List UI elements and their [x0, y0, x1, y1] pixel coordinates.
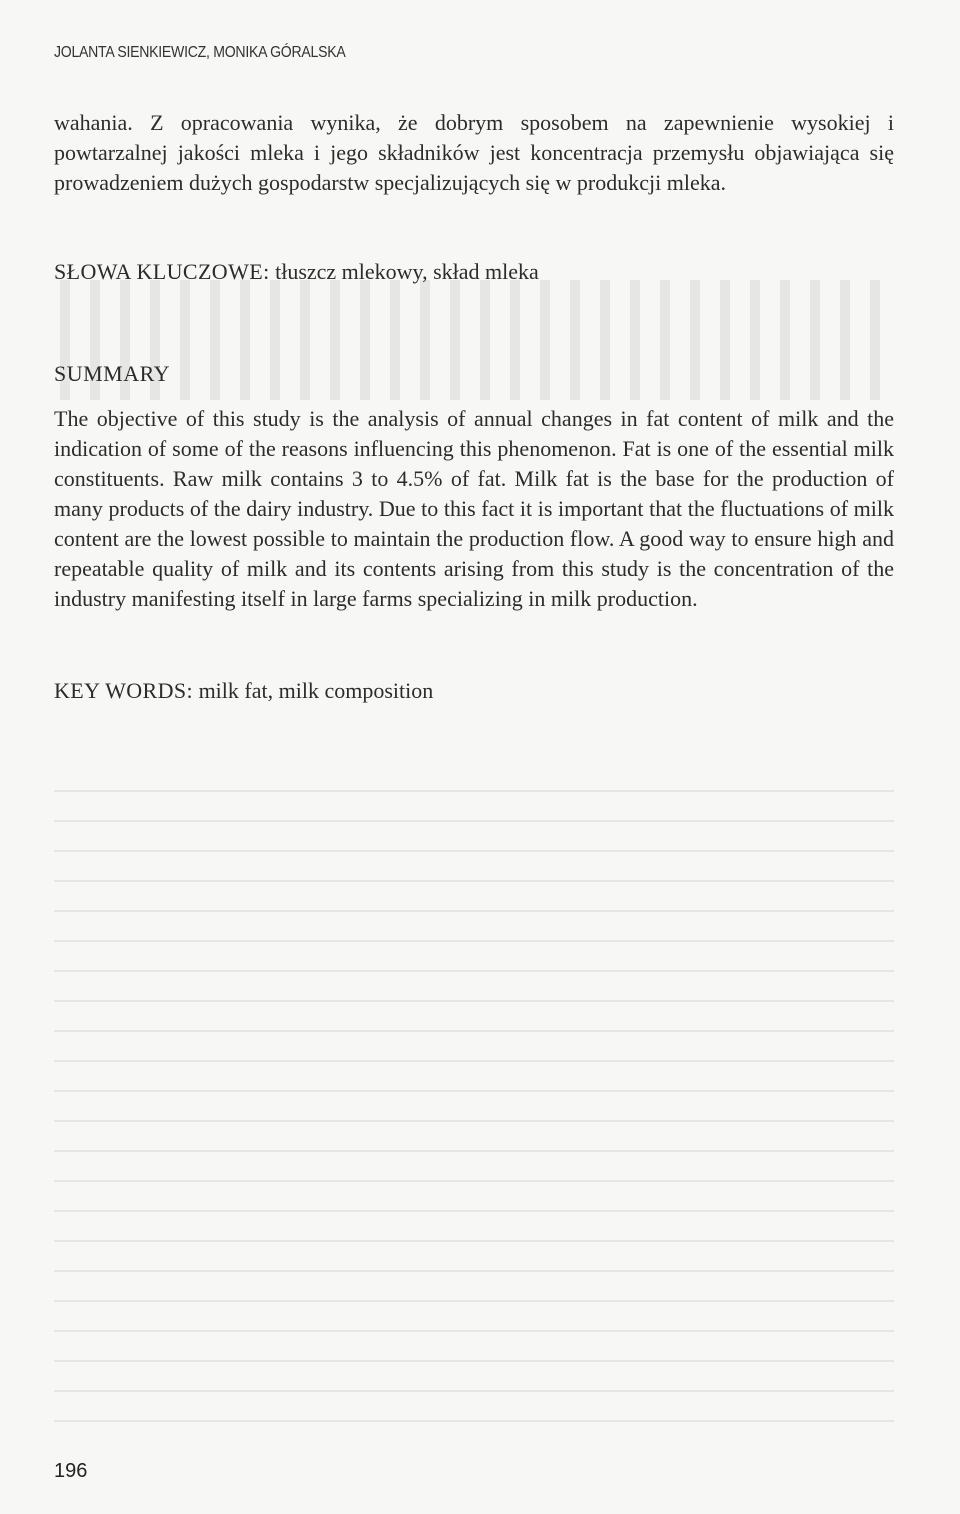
keywords-pl [54, 257, 894, 287]
abstract-pl-ending: wahania. Z opracowania wynika, że dobrym sposobem na zapewnienie wysokiej i powtarzalnej jakości mleka i jego składników jest koncentracja przemysłu objawiająca się prowadzeniem dużych gospodarstw specjalizujących się w produkcji mleka. [54, 110, 894, 195]
keywords-pl-label: SŁOWA KLUCZOWE: [54, 259, 270, 284]
keywords-en-text: milk fat, milk composition [198, 678, 434, 703]
keywords-en-label: KEY WORDS: [54, 678, 194, 703]
keywords-pl-text: tłuszcz mlekowy, skład mleka [275, 259, 539, 284]
page-number: 196 [54, 1460, 88, 1482]
bleed-through-text [54, 790, 894, 1430]
bleed-through-chart [60, 280, 880, 400]
running-head: JOLANTA SIENKIEWICZ, MONIKA GÓRALSKA [54, 44, 346, 61]
summary-text: The objective of this study is the analysis of annual changes in fat content of milk and the indication of some of the reasons influencing this phenomenon. Fat is one of the essential milk constituents. Raw milk contains 3 to 4.5% of fat. Milk fat is the base for the production of many products of the dairy industry. Due to this fact it is important that the fluctuations of milk content are the lowest possible to maintain the production flow. A good way to ensure high and repeatable quality of milk and its contents arising from this study is the concentration of the industry manifesting itself in large farms specializing in milk production. [54, 406, 894, 611]
keywords-en [54, 676, 894, 706]
summary-heading: SUMMARY [54, 361, 170, 386]
